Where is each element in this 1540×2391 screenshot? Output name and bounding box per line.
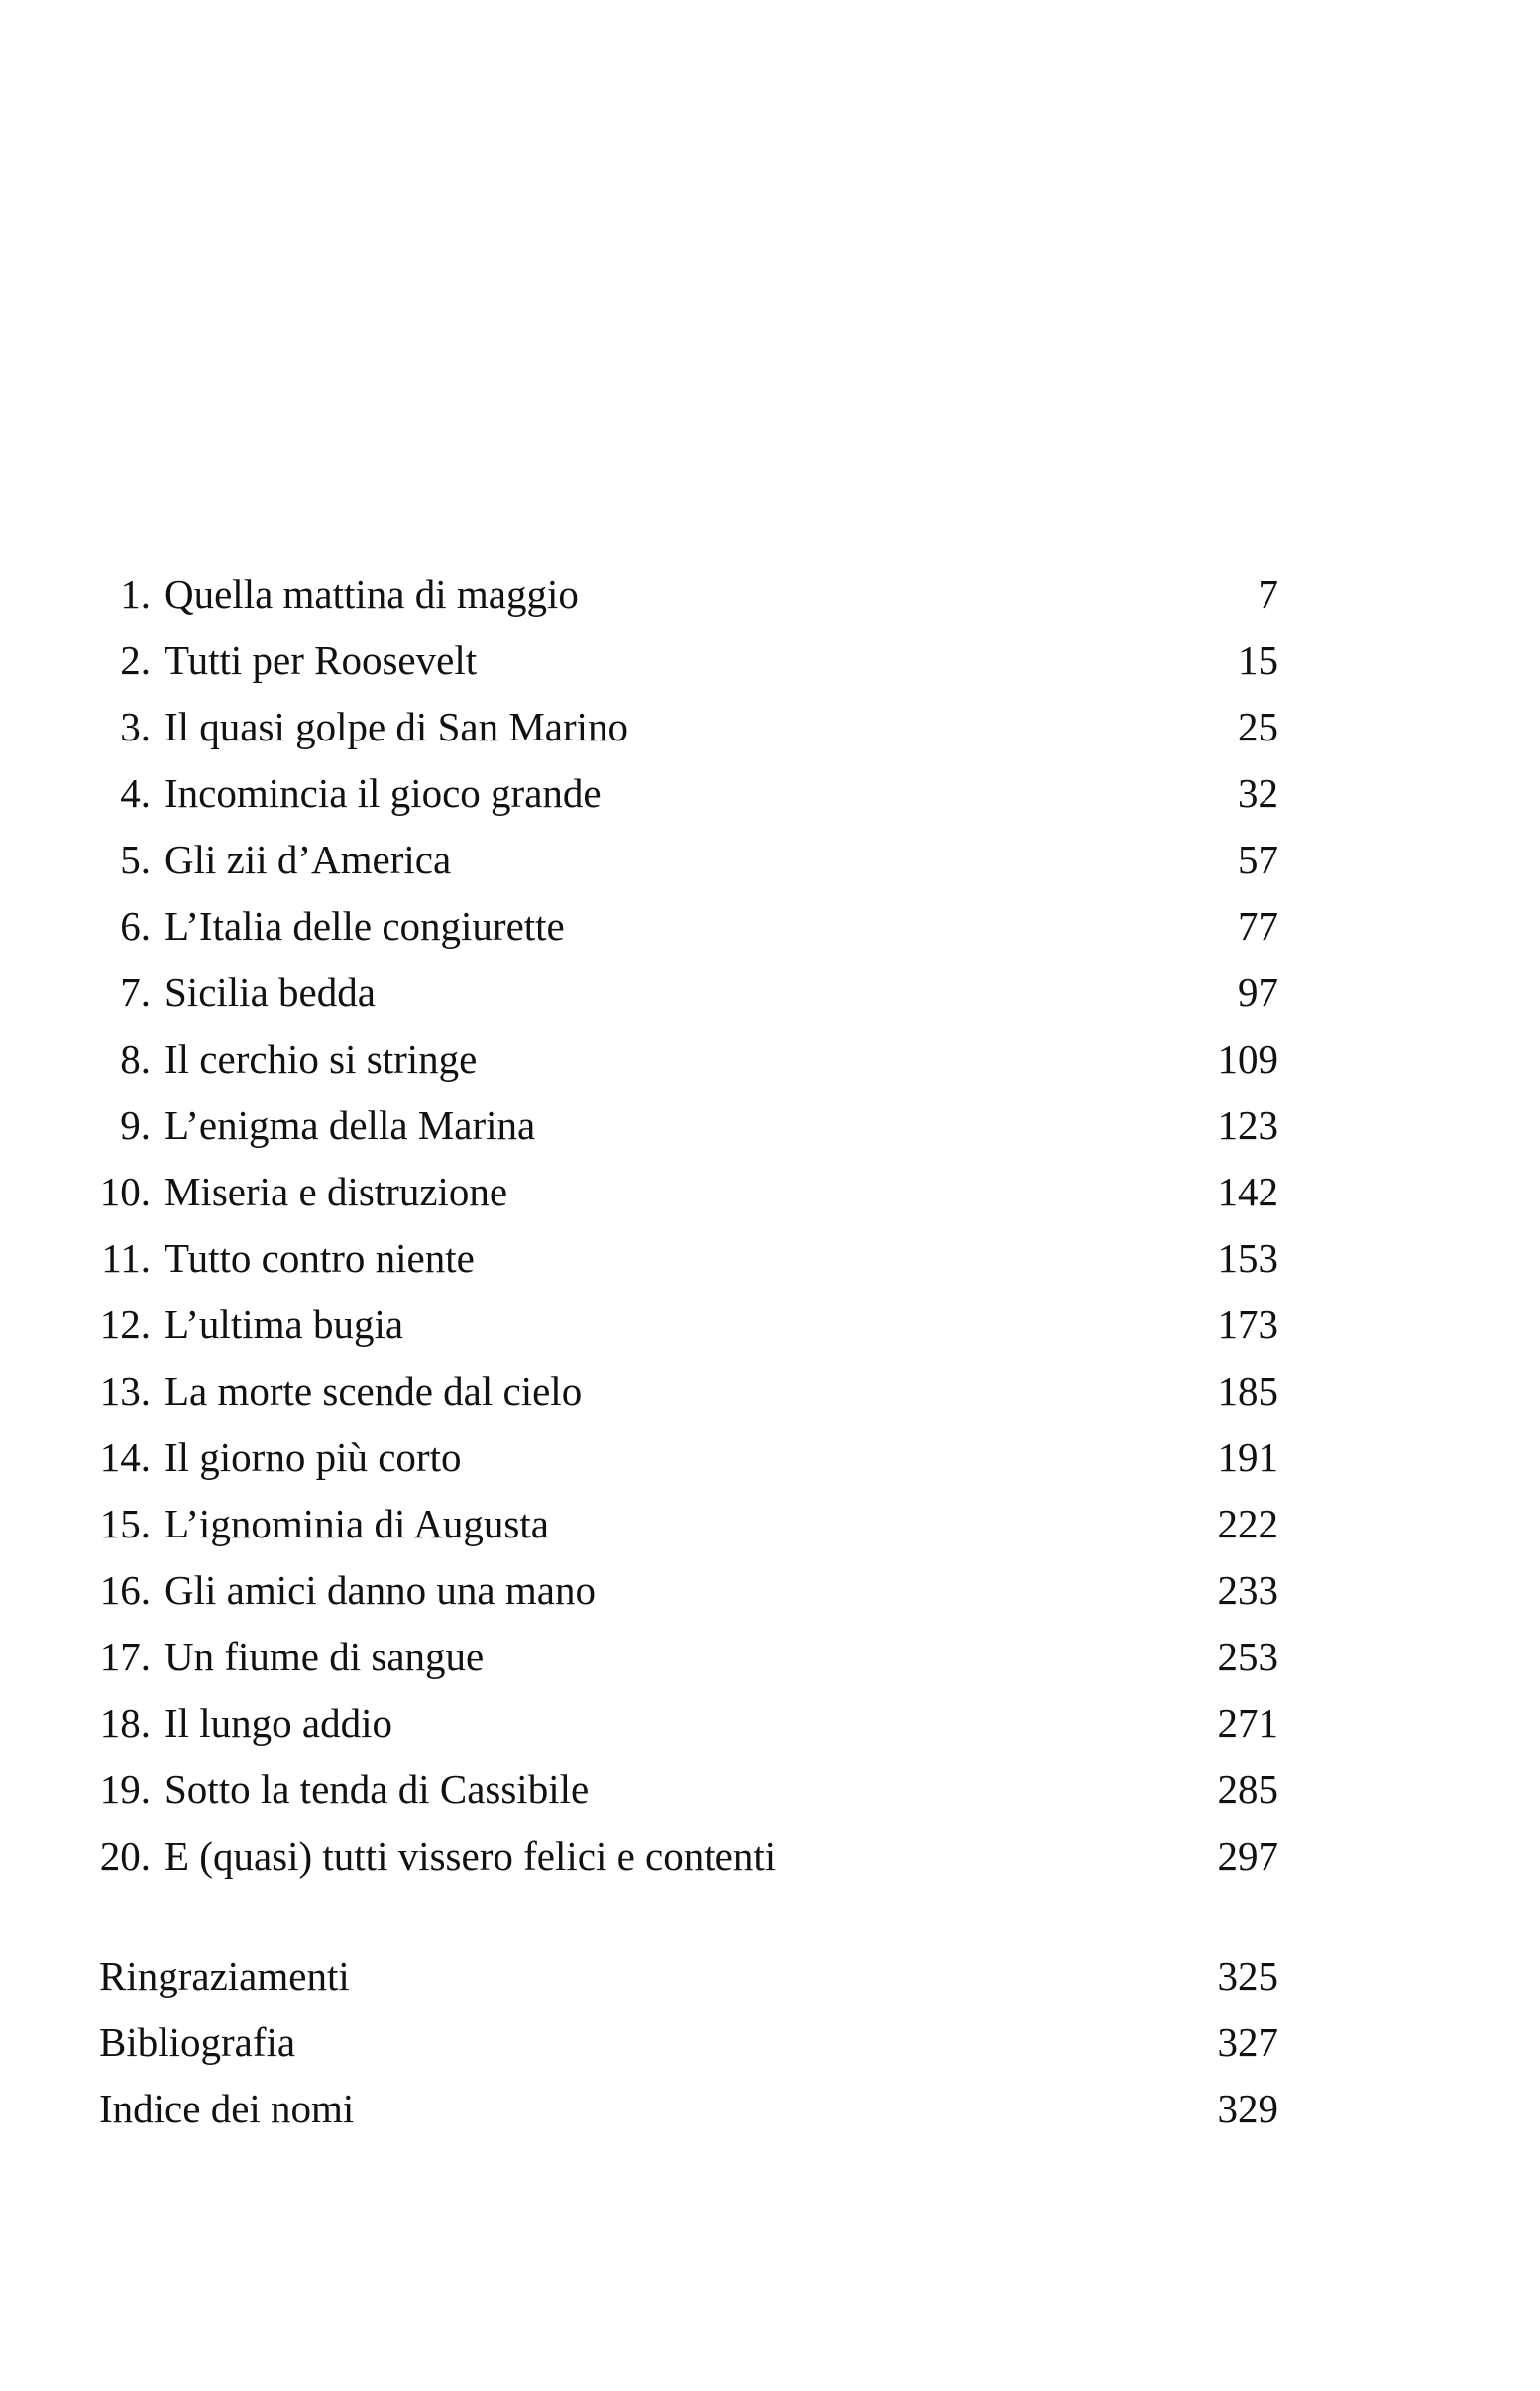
chapter-title: Il quasi golpe di San Marino — [165, 704, 629, 749]
section-title: Bibliografia — [99, 2019, 296, 2065]
toc-entry — [89, 827, 1278, 893]
chapter-number: 1. — [120, 571, 151, 617]
toc-entry — [89, 694, 1278, 760]
chapter-number: 4. — [120, 770, 151, 816]
chapter-title: Quella mattina di maggio — [165, 571, 579, 617]
back-matter-list — [89, 1943, 1278, 2142]
page-number: 15 — [1238, 637, 1278, 683]
chapter-number: 15. — [99, 1501, 151, 1546]
chapter-number: 7. — [120, 969, 151, 1015]
toc-entry — [89, 1690, 1278, 1757]
chapter-title: L’ultima bugia — [165, 1302, 404, 1347]
chapter-title: La morte scende dal cielo — [165, 1368, 583, 1414]
toc-entry — [89, 893, 1278, 960]
chapter-title: Il cerchio si stringe — [165, 1036, 478, 1082]
toc-entry — [89, 1358, 1278, 1424]
page-number: 325 — [1217, 1953, 1278, 1998]
chapter-number: 20. — [99, 1833, 151, 1879]
chapter-number: 6. — [120, 903, 151, 949]
toc-entry — [89, 1092, 1278, 1159]
chapter-title: Gli amici danno una mano — [165, 1567, 596, 1613]
chapter-number: 5. — [120, 837, 151, 882]
chapter-title: L’enigma della Marina — [165, 1102, 536, 1148]
page-number: 253 — [1217, 1634, 1278, 1679]
toc-entry — [89, 1225, 1278, 1292]
chapter-title: Tutti per Roosevelt — [165, 637, 478, 683]
toc-entry — [89, 1757, 1278, 1823]
chapter-title: Il lungo addio — [165, 1700, 393, 1746]
toc-entry — [89, 1823, 1278, 1889]
page-number: 153 — [1217, 1235, 1278, 1281]
toc-entry — [89, 1943, 1278, 2009]
page-number: 109 — [1217, 1036, 1278, 1082]
page-number: 123 — [1217, 1102, 1278, 1148]
toc-entry — [89, 760, 1278, 827]
toc-entry — [89, 2009, 1278, 2076]
chapter-number: 3. — [120, 704, 151, 749]
chapter-number: 8. — [120, 1036, 151, 1082]
toc-entry — [89, 1557, 1278, 1624]
page-number: 7 — [1258, 571, 1278, 617]
chapter-title: Gli zii d’America — [165, 837, 452, 882]
chapter-title: Incomincia il gioco grande — [165, 770, 602, 816]
toc-entry — [89, 561, 1278, 627]
chapter-number: 11. — [101, 1235, 151, 1281]
toc-entry — [89, 960, 1278, 1026]
page-number: 25 — [1238, 704, 1278, 749]
toc-entry — [89, 1624, 1278, 1690]
toc-entry — [89, 1159, 1278, 1225]
chapter-title: E (quasi) tutti vissero felici e contenti — [165, 1833, 777, 1879]
chapter-number: 9. — [120, 1102, 151, 1148]
chapter-number: 14. — [99, 1434, 151, 1480]
chapter-number: 18. — [99, 1700, 151, 1746]
chapter-list — [89, 561, 1278, 1889]
page-number: 77 — [1238, 903, 1278, 949]
toc-entry — [89, 2076, 1278, 2142]
page-number: 222 — [1217, 1501, 1278, 1546]
chapter-title: Sotto la tenda di Cassibile — [165, 1766, 590, 1812]
toc-entry — [89, 1292, 1278, 1358]
section-title: Indice dei nomi — [99, 2086, 355, 2131]
chapter-number: 12. — [99, 1302, 151, 1347]
page-number: 32 — [1238, 770, 1278, 816]
page-number: 57 — [1238, 837, 1278, 882]
chapter-title: L’ignominia di Augusta — [165, 1501, 549, 1546]
toc-entry — [89, 1424, 1278, 1491]
chapter-number: 17. — [99, 1634, 151, 1679]
chapter-title: Il giorno più corto — [165, 1434, 462, 1480]
page-number: 185 — [1217, 1368, 1278, 1414]
chapter-title: L’Italia delle congiurette — [165, 903, 565, 949]
chapter-title: Sicilia bedda — [165, 969, 376, 1015]
page-number: 191 — [1217, 1434, 1278, 1480]
page-number: 97 — [1238, 969, 1278, 1015]
toc-entry — [89, 1026, 1278, 1092]
chapter-number: 2. — [120, 637, 151, 683]
page-number: 271 — [1217, 1700, 1278, 1746]
page-number: 327 — [1217, 2019, 1278, 2065]
chapter-number: 19. — [99, 1766, 151, 1812]
chapter-number: 16. — [99, 1567, 151, 1613]
chapter-number: 13. — [99, 1368, 151, 1414]
toc-entry — [89, 1491, 1278, 1557]
chapter-title: Un fiume di sangue — [165, 1634, 485, 1679]
toc-entry — [89, 627, 1278, 694]
chapter-number: 10. — [99, 1169, 151, 1214]
chapter-title: Miseria e distruzione — [165, 1169, 508, 1214]
page-number: 173 — [1217, 1302, 1278, 1347]
page-number: 233 — [1217, 1567, 1278, 1613]
page-number: 142 — [1217, 1169, 1278, 1214]
page-number: 329 — [1217, 2086, 1278, 2131]
section-title: Ringraziamenti — [99, 1953, 350, 1998]
page-number: 285 — [1217, 1766, 1278, 1812]
page-number: 297 — [1217, 1833, 1278, 1879]
chapter-title: Tutto contro niente — [165, 1235, 475, 1281]
